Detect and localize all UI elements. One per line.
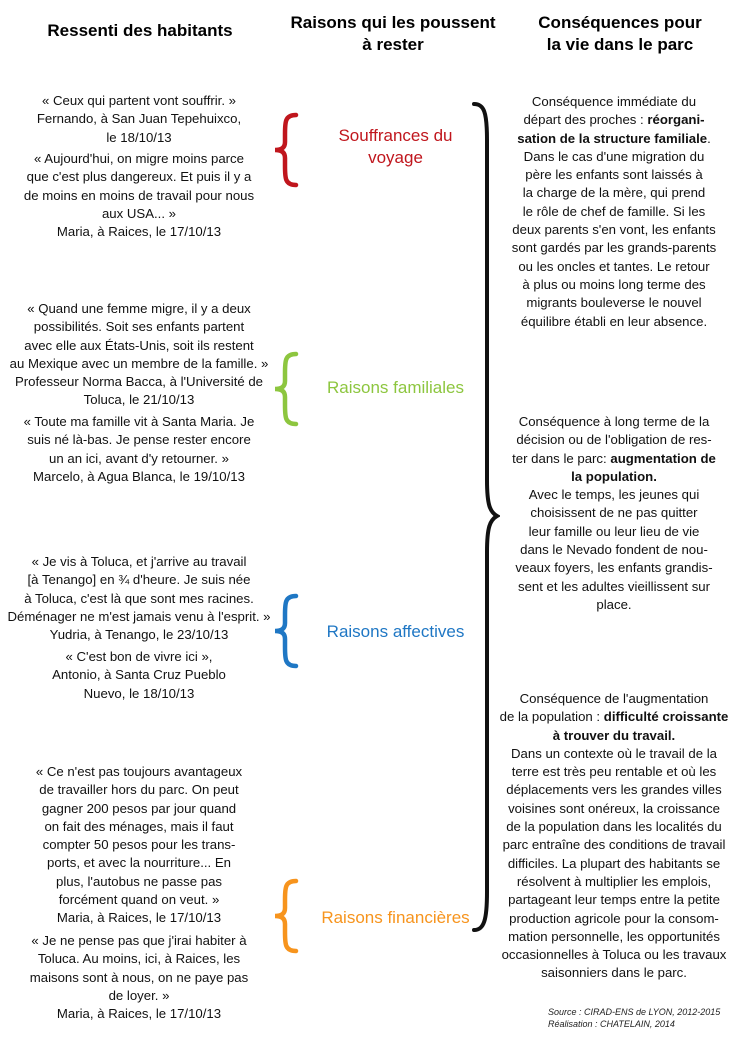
consequence-block: [485, 690, 743, 983]
text-line: Nuevo, le 18/10/13: [83, 685, 195, 701]
quote-block: [0, 648, 278, 703]
text-line: Dans le cas d'une migration du: [523, 148, 705, 164]
text-line: « Aujourd'hui, on migre moins parce: [34, 151, 244, 166]
text-line: de loyer. »: [108, 987, 170, 1003]
text-line: suis né là-bas. Je pense rester encore: [27, 432, 251, 448]
text-line: « Je ne pense pas que j'irai habiter à: [31, 933, 247, 948]
text-line: Dans un contexte où le travail de la: [511, 745, 717, 761]
text-line: que c'est plus dangereux. Et puis il y a: [26, 169, 252, 185]
text-line: Conséquence de l'augmentation: [519, 691, 709, 706]
text-line: parc entraîne des conditions de travail: [502, 837, 726, 853]
text-line: équilibre établi en leur absence.: [520, 313, 708, 329]
text-line: migrants bouleverse le nouvel: [526, 295, 702, 311]
brace-blue: [272, 593, 302, 669]
reason-affective: [308, 621, 483, 643]
text-line: saisonniers dans le parc.: [541, 965, 687, 981]
text-line: deux parents s'en vont, les enfants: [512, 222, 716, 238]
text-line: Conséquences pour: [538, 13, 702, 32]
text-line: avec elle aux États-Unis, soit ils restent: [24, 337, 254, 353]
text-line: à Toluca, c'est là que sont mes racines.: [24, 590, 254, 606]
reason-travel-suffering: [308, 125, 483, 169]
quote-block: [0, 300, 278, 410]
text-line: Professeur Norma Bacca, à l'Université de: [14, 374, 264, 390]
text-line: Raisons affectives: [326, 622, 465, 641]
consequence-block: [485, 93, 743, 331]
text-line: veaux foyers, les enfants grandis-: [515, 560, 713, 576]
text-line: « Toute ma famille vit à Santa Maria. Je: [23, 414, 255, 429]
quote-block: [0, 150, 278, 241]
quote-block: [0, 932, 278, 1023]
quote-block: [0, 763, 278, 928]
text-line: Maria, à Raices, le 17/10/13: [56, 1006, 222, 1022]
text-line: occasionnelles à Toluca ou les travaux: [501, 947, 727, 963]
text-line: on fait des ménages, mais il faut: [44, 818, 234, 834]
text-line: « C'est bon de vivre ici »,: [65, 649, 213, 664]
text-line: production agricole pour la consom-: [509, 910, 719, 926]
text-line: le 18/10/13: [106, 129, 172, 145]
text-line: Souffrances du: [338, 126, 453, 145]
quote-block: [0, 553, 278, 644]
text-line: place.: [596, 596, 632, 612]
text-line: difficiles. La plupart des habitants se: [507, 855, 721, 871]
header-residents-feelings: [0, 20, 280, 42]
text-line: déplacements vers les grandes villes: [506, 782, 722, 798]
text-line: Conséquence à long terme de la: [518, 414, 710, 429]
reason-family: [308, 377, 483, 399]
text-line: plus, l'autobus ne passe pas: [55, 873, 222, 889]
text-line: choisissent de ne pas quitter: [530, 505, 698, 521]
text-line: ter dans le parc:: [512, 450, 611, 466]
text-line: Raisons familiales: [327, 378, 464, 397]
text-line: Raisons financières: [321, 908, 470, 927]
text-line: ports, et avec la nourriture... En: [47, 855, 231, 871]
text-line: compter 50 pesos pour les trans-: [42, 837, 236, 853]
text-line: gagner 200 pesos par jour quand: [41, 800, 237, 816]
text-line: partageant leur temps entre la petite: [508, 892, 720, 908]
text-line: Déménager ne m'est jamais venu à l'esprit. »: [7, 608, 271, 624]
quote-block: [0, 413, 278, 486]
text-line: difficulté croissante: [603, 709, 729, 725]
text-line: la vie dans le parc: [546, 35, 694, 54]
reason-financial: [308, 907, 483, 929]
quote-block: [0, 92, 278, 147]
text-line: sent et les adultes vieillissent sur: [517, 578, 711, 594]
text-line: « Je vis à Toluca, et j'arrive au travail: [31, 554, 247, 569]
brace-green: [272, 351, 302, 427]
text-line: réorgani-: [647, 112, 705, 128]
text-line: Conséquence immédiate du: [531, 94, 697, 109]
text-line: à rester: [362, 35, 424, 54]
text-line: la charge de la mère, qui prend: [522, 185, 706, 201]
text-line: sation de la structure familiale: [517, 130, 708, 146]
text-line: Fernando, à San Juan Tepehuixco,: [36, 111, 242, 127]
text-line: leur famille ou leur lieu de vie: [528, 523, 700, 539]
text-line: « Ceux qui partent vont souffrir. »: [41, 93, 237, 108]
text-line: voisines sont onéreux, la croissance: [508, 800, 720, 816]
text-line: Maria, à Raices, le 17/10/13: [56, 910, 222, 926]
text-line: décision ou de l'obligation de res-: [516, 432, 712, 448]
text-line: ou les oncles et tantes. Le retour: [518, 258, 710, 274]
text-line: Antonio, à Santa Cruz Pueblo: [52, 667, 226, 683]
text-line: Toluca. Au moins, ici, à Raices, les: [37, 951, 241, 967]
brace-orange: [272, 878, 302, 954]
text-line: terre est très peu rentable et où les: [511, 764, 717, 780]
text-line: le rôle de chef de famille. Si les: [522, 203, 706, 219]
text-line: résolvent à multiplier les emplois,: [516, 873, 712, 889]
header-consequences: [485, 12, 743, 56]
text-line: Toluca, le 21/10/13: [83, 392, 195, 408]
text-line: dans le Nevado fondent de nou-: [520, 542, 708, 558]
text-line: Avec le temps, les jeunes qui: [528, 487, 700, 503]
text-line: Raisons qui les poussent: [290, 13, 496, 32]
text-line: possibilités. Soit ses enfants partent: [33, 319, 245, 335]
text-line: départ des proches :: [523, 112, 648, 128]
text-line: de travailler hors du parc. On peut: [39, 782, 239, 798]
text-line: « Ce n'est pas toujours avantageux: [35, 764, 243, 779]
text-line: à plus ou moins long terme des: [522, 276, 706, 292]
text-line: à trouver du travail.: [552, 727, 676, 743]
brace-red: [272, 112, 302, 188]
text-line: Maria, à Raices, le 17/10/13: [56, 224, 222, 240]
text-line: la population.: [571, 468, 657, 484]
text-line: Yudria, à Tenango, le 23/10/13: [49, 627, 229, 643]
text-line: maisons sont à nous, on ne paye pas: [29, 969, 249, 985]
text-line: [à Tenango] en ¾ d'heure. Je suis née: [27, 572, 251, 588]
text-line: de la population :: [499, 709, 604, 725]
text-line: au Mexique avec un membre de la famille. »: [9, 355, 269, 371]
text-line: aux USA... »: [101, 205, 177, 221]
text-line: un an ici, avant d'y retourner. »: [49, 450, 229, 466]
text-line: Réalisation : CHATELAIN, 2014: [548, 1019, 675, 1029]
text-line: sont gardés par les grands-parents: [511, 240, 717, 256]
text-line: Source : CIRAD-ENS de LYON, 2012-2015: [548, 1007, 721, 1017]
text-line: Marcelo, à Agua Blanca, le 19/10/13: [33, 468, 245, 484]
text-line: voyage: [368, 148, 423, 167]
text-line: mation personnelle, les opportunités: [508, 928, 720, 944]
text-line: forcément quand on veut. »: [58, 892, 220, 908]
text-line: de moins en moins de travail pour nous: [23, 187, 255, 203]
text-line: augmentation de: [610, 450, 716, 466]
text-line: de la population dans les localités du: [506, 819, 722, 835]
consequence-block: [485, 413, 743, 614]
text-line: .: [707, 130, 711, 146]
text-line: père les enfants sont laissés à: [525, 167, 703, 183]
source-credit: [548, 1006, 720, 1030]
text-line: Ressenti des habitants: [47, 21, 233, 40]
text-line: « Quand une femme migre, il y a deux: [27, 301, 251, 316]
